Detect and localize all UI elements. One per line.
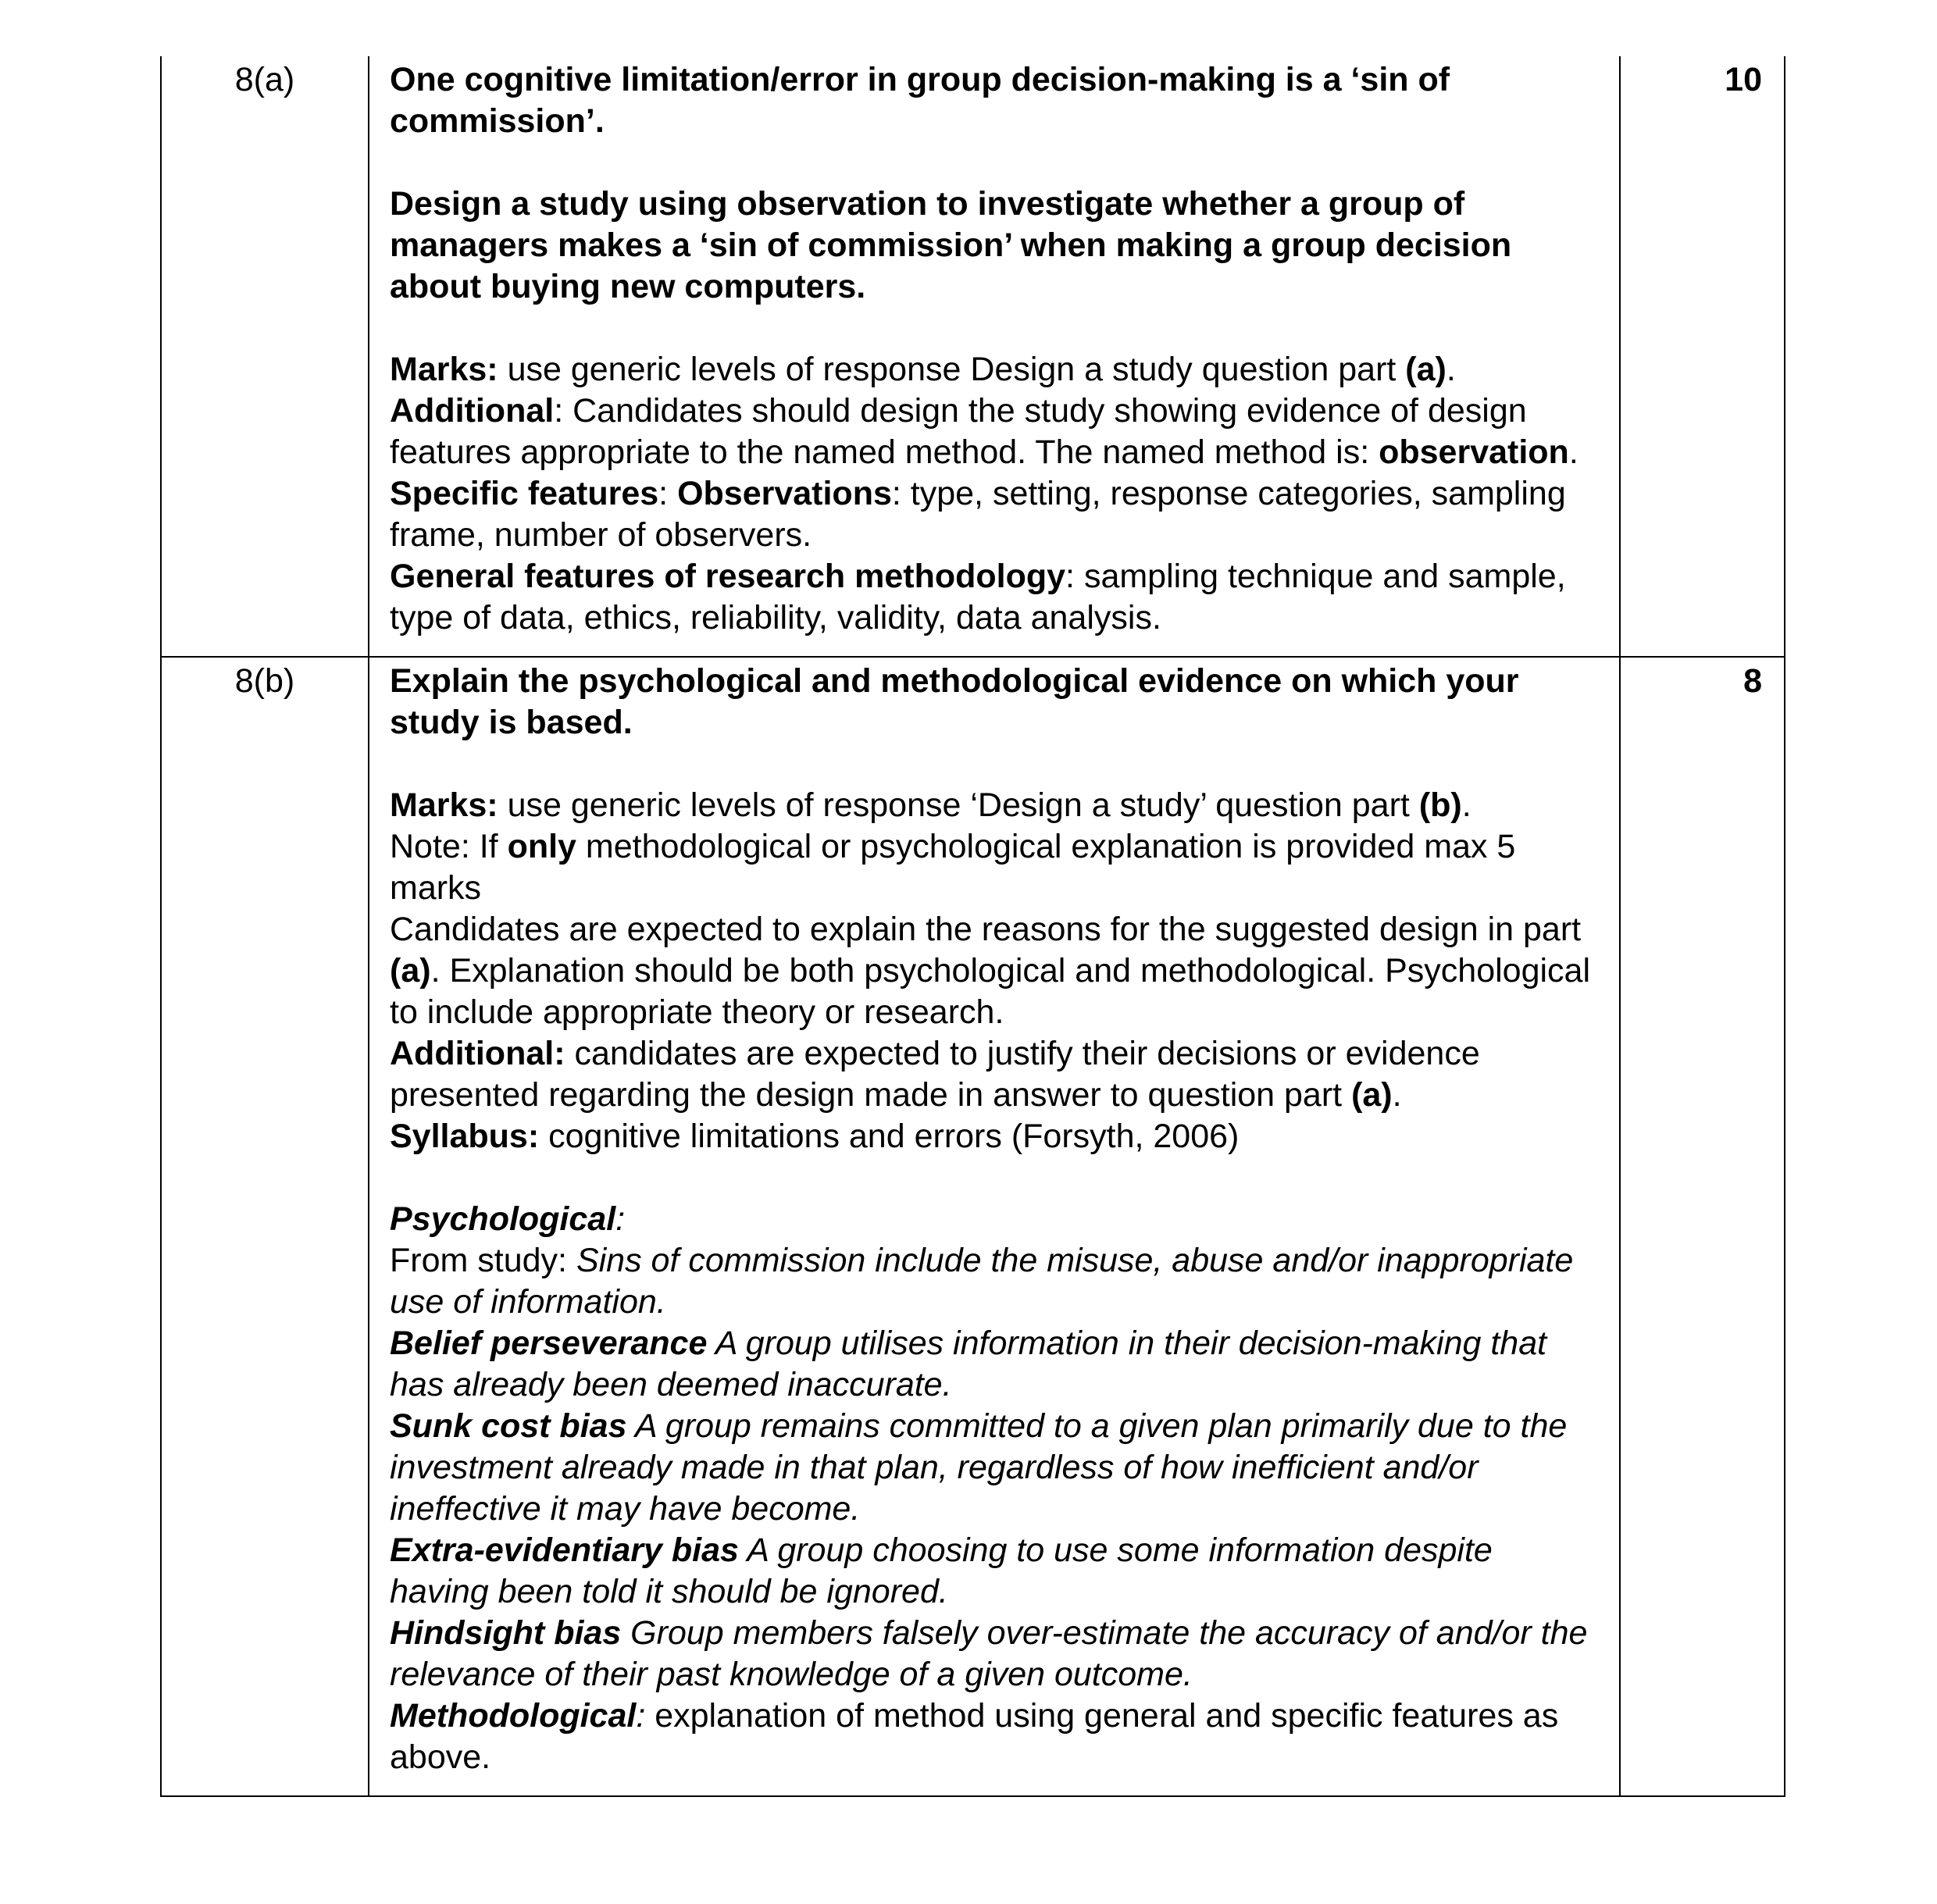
mark-scheme-table [160, 56, 1785, 1797]
answer-cell [369, 56, 1621, 656]
specific-features: Specific features: Observations: type, setting, response categories, sampling frame, number of observers. [390, 475, 1566, 554]
question-number: 8(b) [162, 658, 369, 1795]
marks-value: 8 [1743, 662, 1762, 700]
table-row [162, 658, 1784, 1797]
syllabus-reference: Syllabus: cognitive limitations and errors (Forsyth, 2006) [390, 1118, 1240, 1155]
question-number: 8(a) [162, 56, 369, 656]
term-definition: Hindsight bias Group members falsely over-estimate the accuracy of and/or the relevance of their past knowledge of a given outcome. [390, 1614, 1588, 1693]
additional-label: Additional [390, 392, 555, 430]
question-task: Design a study using observation to investigate whether a group of managers makes a ‘sin of commission’ when making a group decision about buying new computers. [390, 185, 1512, 305]
table-row [162, 56, 1784, 658]
term-definition: Belief perseverance A group utilises information in their decision-making that has already been deemed inaccurate. [390, 1325, 1547, 1403]
question-prompt: Explain the psychological and methodological evidence on which your study is based. [390, 662, 1519, 741]
answer-cell [369, 658, 1621, 1795]
marks-guidance: Marks: use generic levels of response Design a study question part (a). [390, 351, 1456, 388]
term-definition: Sunk cost bias A group remains committed to a given plan primarily due to the investment already made in that plan, regardless of how inefficient and/or ineffective it may have become. [390, 1407, 1568, 1528]
term-definition: Extra-evidentiary bias A group choosing to use some information despite having been told it should be ignored. [390, 1531, 1493, 1610]
expectation-guidance: Candidates are expected to explain the reasons for the suggested design in part (a). Explanation should be both psychological and methodological. Psychological to include appropriate theory or research. [390, 911, 1591, 1031]
marks-value: 10 [1725, 61, 1762, 98]
marks-label: Marks: [390, 351, 498, 388]
additional-guidance: Additional: candidates are expected to justify their decisions or evidence presented regarding the design made in answer to question part (a). [390, 1035, 1480, 1114]
marks-guidance: Marks: use generic levels of response ‘Design a study’ question part (b). [390, 786, 1471, 824]
question-prompt: One cognitive limitation/error in group decision-making is a ‘sin of commission’. [390, 61, 1450, 140]
additional-guidance: Additional: Candidates should design the study showing evidence of design features appropriate to the named method. The named method is: observation. [390, 392, 1578, 471]
psychological-heading: Psychological: [390, 1200, 626, 1238]
from-study: From study: Sins of commission include the misuse, abuse and/or inappropriate use of information. [390, 1242, 1574, 1321]
methodological-guidance: Methodological: explanation of method using general and specific features as above. [390, 1697, 1559, 1776]
note-guidance: Note: If only methodological or psychological explanation is provided max 5 marks [390, 828, 1516, 907]
general-features: General features of research methodology: sampling technique and sample, type of data, ethics, reliability, validity, data analysis. [390, 558, 1566, 636]
